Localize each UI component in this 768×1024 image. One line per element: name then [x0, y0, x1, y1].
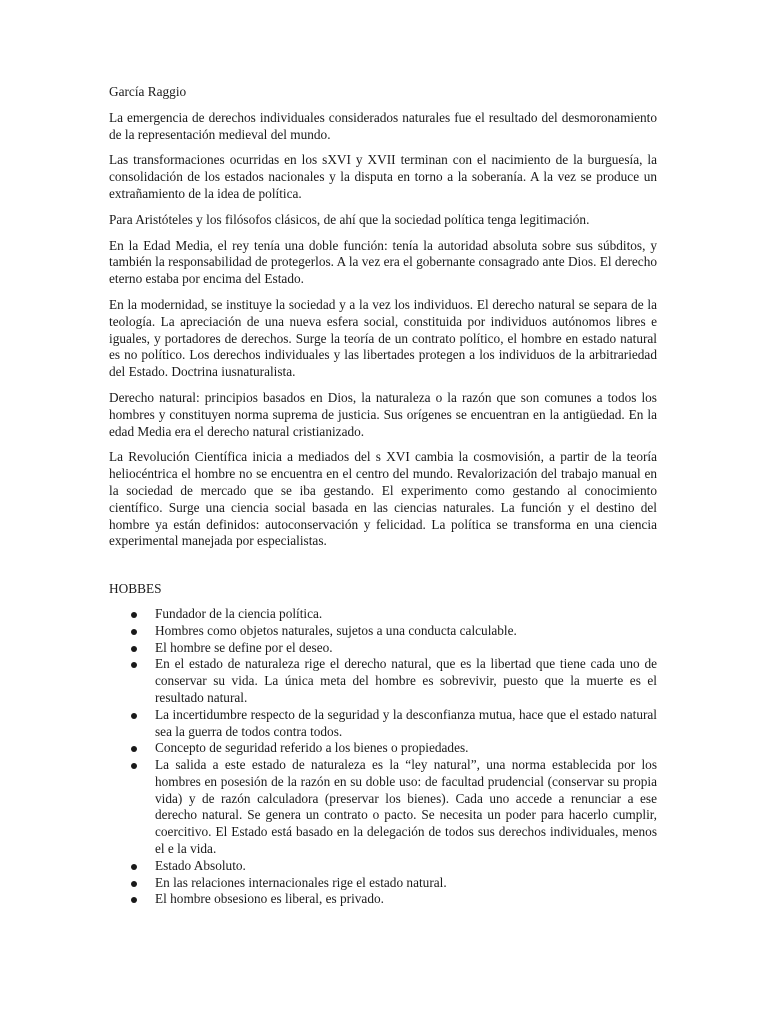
paragraph: En la Edad Media, el rey tenía una doble función: tenía la autoridad absoluta sobre sus súbditos, y también la responsabilidad de protegerlos. A la vez era el gobernante consagrado ante Dios. El derecho eterno estaba por encima del Estado.	[109, 237, 657, 287]
list-item	[109, 640, 657, 657]
paragraph: Derecho natural: principios basados en Dios, la naturaleza o la razón que son comunes a todos los hombres y constituyen norma suprema de justicia. Sus orígenes se encuentran en la antigüedad. En la edad Media era el derecho natural cristianizado.	[109, 389, 657, 439]
bullet-icon	[131, 662, 137, 668]
bullet-icon	[131, 763, 137, 769]
section-title: HOBBES	[109, 581, 162, 597]
list-item-text: Concepto de seguridad referido a los bienes o propiedades.	[155, 740, 469, 756]
list-item-text: El hombre obsesiono es liberal, es privado.	[155, 891, 384, 907]
paragraph: Las transformaciones ocurridas en los sXVI y XVII terminan con el nacimiento de la burguesía, la consolidación de los estados nacionales y la disputa en torno a la soberanía. A la vez se produce un extrañamiento de la idea de política.	[109, 152, 657, 201]
list-item	[109, 858, 657, 875]
author-name: García Raggio	[109, 84, 187, 99]
list-item	[109, 623, 657, 640]
list-item	[109, 875, 657, 892]
list-item-text: Estado Absoluto.	[155, 857, 246, 873]
bullet-icon	[131, 746, 137, 752]
section-spacer	[109, 559, 657, 581]
paragraph: La Revolución Científica inicia a mediados del s XVI cambia la cosmovisión, a partir de la teoría heliocéntrica el hombre no se encuentra en el centro del mundo. Revalorización del trabajo manual en la sociedad de mercado que se iba gestando. El experimento como gestando al conocimiento científico. Surge una ciencia social basada en las ciencias naturales. La función y el destino del hombre ya están definidos: autoconservación y felicidad. La política se transforma en una ciencia experimental manejada por especialistas.	[109, 449, 657, 549]
bullet-icon	[131, 713, 137, 719]
bullet-icon	[131, 897, 137, 903]
list-item-text: En las relaciones internacionales rige el estado natural.	[155, 874, 447, 890]
list-item	[109, 606, 657, 623]
list-item	[109, 740, 657, 757]
list-item-text: La incertidumbre respecto de la seguridad y la desconfianza mutua, hace que el estado natural sea la guerra de todos contra todos.	[155, 706, 657, 739]
paragraph: La emergencia de derechos individuales considerados naturales fue el resultado del desmoronamiento de la representación medieval del mundo.	[109, 109, 657, 142]
bullet-icon	[131, 646, 137, 652]
document-page	[109, 84, 657, 908]
list-item	[109, 656, 657, 706]
bullet-icon	[131, 864, 137, 870]
bullet-icon	[131, 881, 137, 887]
bullet-list	[109, 606, 657, 908]
list-item	[109, 891, 657, 908]
list-item-text: Hombres como objetos naturales, sujetos a una conducta calculable.	[155, 622, 517, 638]
list-item	[109, 757, 657, 858]
list-item	[109, 707, 657, 741]
paragraph: Para Aristóteles y los filósofos clásicos, de ahí que la sociedad política tenga legitimación.	[109, 211, 590, 227]
list-item-text: En el estado de naturaleza rige el derecho natural, que es la libertad que tiene cada uno de conservar su vida. La única meta del hombre es sobrevivir, puesto que la muerte es el resultado natural.	[155, 656, 657, 705]
list-item-text: Fundador de la ciencia política.	[155, 605, 323, 621]
list-item-text: La salida a este estado de naturaleza es la “ley natural”, una norma establecida por los hombres en posesión de la razón en su doble uso: de facultad prudencial (conservar su propia vida) y de razón calculadora (preservar los bienes). Cada uno accede a renunciar a ese derecho natural. Se genera un contrato o pacto. Se necesita un poder para hacerlo cumplir, coercitivo. El Estado está basado en la delegación de todos sus derechos individuales, menos el e la vida.	[155, 757, 657, 857]
paragraph: En la modernidad, se instituye la sociedad y a la vez los individuos. El derecho natural se separa de la teología. La apreciación de una nueva esfera social, constituida por individuos autónomos libres e iguales, y portadores de derechos. Surge la teoría de un contrato político, el hombre en estado natural es no político. Los derechos individuales y las libertades protegen a los individuos de la arbitrariedad del Estado. Doctrina iusnaturalista.	[109, 296, 657, 380]
list-item-text: El hombre se define por el deseo.	[155, 639, 333, 655]
bullet-icon	[131, 612, 137, 618]
bullet-icon	[131, 629, 137, 635]
